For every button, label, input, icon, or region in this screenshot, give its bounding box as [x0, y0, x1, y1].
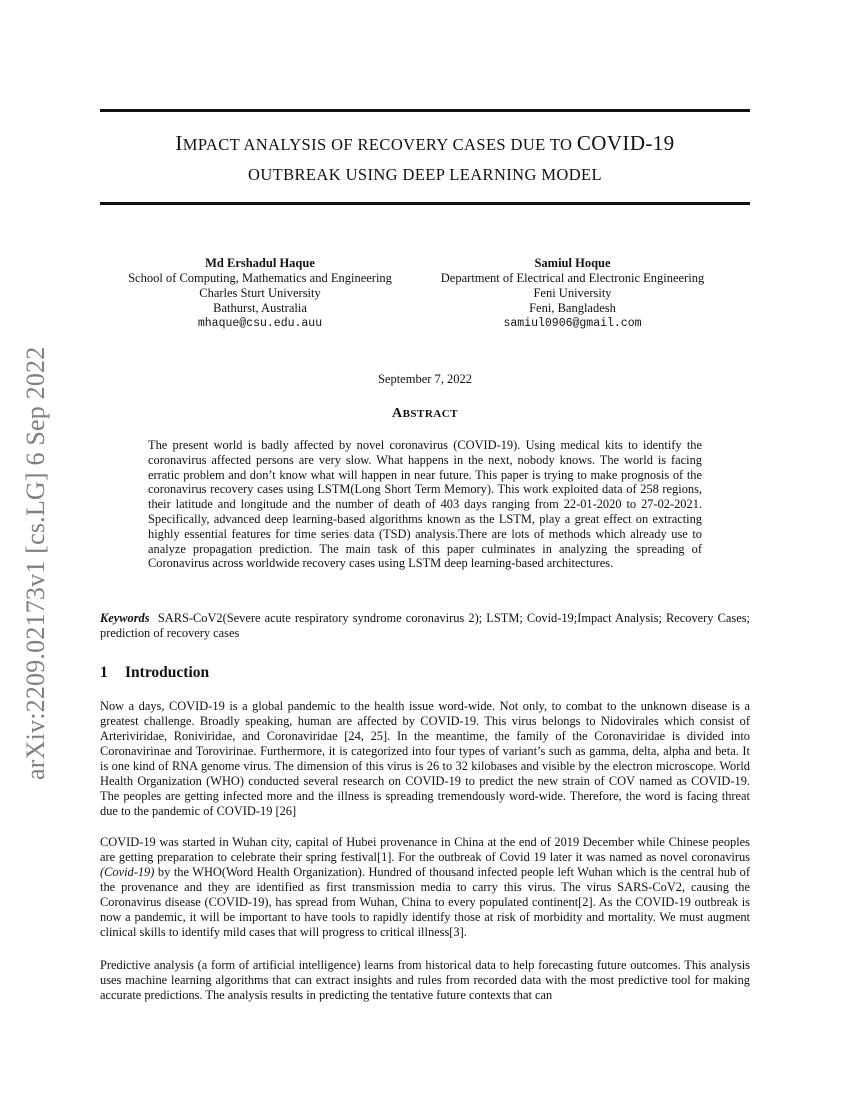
- author-block-1: [100, 256, 420, 331]
- author-institution: Charles Sturt University: [199, 286, 321, 300]
- author-affiliation: Department of Electrical and Electronic Engineering: [440, 271, 705, 285]
- abstract-heading: ABSTRACT: [391, 406, 459, 421]
- arxiv-identifier: arXiv:2209.02173v1 [cs.LG] 6 Sep 2022: [21, 346, 50, 780]
- author-location: Feni, Bangladesh: [529, 301, 616, 315]
- author-email[interactable]: mhaque@csu.edu.auu: [197, 317, 323, 330]
- section-number: 1: [100, 664, 108, 681]
- title-rule-bottom: [100, 202, 750, 205]
- intro-paragraph-3: Predictive analysis (a form of artificial intelligence) learns from historical data to help forecasting future outcomes. This analysis uses machine learning algorithms that can extract insights and rules from recorded data with the most predictive tool for making accurate predictions. The analysis results in predicting the tentative future contexts that can: [100, 958, 750, 1002]
- intro-paragraph-2: COVID-19 was started in Wuhan city, capital of Hubei provenance in China at the end of 2019 December while Chinese peoples are getting preparation to celebrate their spring festival[1]. For the outbreak of Covid 19 later it was named as novel coronavirus (Covid-19) by the WHO(Word Health Organization). Hundred of thousand infected people left Wuhan which is the central hub of the provenance and they are identified as first transmission media to carry this virus. The virus SARS-CoV2, causing the Coronavirus disease (COVID-19), has spread from Wuhan, China to every populated continent[2]. As the COVID-19 outbreak is now a pandemic, it will be important to have tools to rapidly identify those at risk of morbidity and mortality. We must augment clinical skills to identify mild cases that will progress to critical illness[3].: [100, 835, 750, 939]
- paper-title: [100, 128, 750, 190]
- keywords: [100, 611, 750, 641]
- keywords-text: SARS-CoV2(Severe acute respiratory syndrome coronavirus 2); LSTM; Covid-19;Impact Analysis; Recovery Cases; prediction of recovery cases: [100, 611, 750, 640]
- author-institution: Feni University: [533, 286, 612, 300]
- abstract-text: The present world is badly affected by novel coronavirus (COVID-19). Using medical kits to identify the coronavirus affected persons are very slow. What happens in the next, nobody knows. The world is facing erratic problem and don’t know what will happen in near future. This paper is trying to make prognosis of the coronavirus recovery cases using LSTM(Long Short Term Memory). This work exploited data of 258 regions, their latitude and longitude and the number of death of 403 days ranging from 22-01-2020 to 27-02-2021. Specifically, advanced deep learning-based algorithms known as the LSTM, play a great effect on extracting highly essential features for time series data (TSD) analysis.There are lots of methods which already use to analyze propagation prediction. The main task of this paper culminates in analyzing the spreading of Coronavirus across worldwide recovery cases using LSTM deep learning-based architectures.: [148, 438, 702, 571]
- title-line-1: IMPACT ANALYSIS OF RECOVERY CASES DUE TO COVID-19: [175, 131, 675, 155]
- title-rule-top: [100, 109, 750, 112]
- section-heading-introduction: [100, 664, 209, 682]
- author-email[interactable]: samiul0906@gmail.com: [503, 317, 642, 330]
- title-line-2: OUTBREAK USING DEEP LEARNING MODEL: [248, 165, 602, 184]
- author-name: Md Ershadul Haque: [205, 256, 315, 270]
- author-location: Bathurst, Australia: [213, 301, 307, 315]
- author-name: Samiul Hoque: [534, 256, 611, 270]
- author-affiliation: School of Computing, Mathematics and Engineering: [128, 271, 392, 285]
- keywords-label: Keywords: [100, 611, 150, 625]
- section-title: Introduction: [125, 664, 210, 681]
- paper-date: September 7, 2022: [377, 372, 473, 386]
- author-block-2: [420, 256, 725, 331]
- intro-paragraph-1: Now a days, COVID-19 is a global pandemic to the health issue word-wide. Not only, to combat to the unknown disease is a greatest challenge. Broadly speaking, human are affected by COVID-19. This virus belongs to Nidovirales which consist of Arteriviridae, Roniviridae, and Coronaviridae [24, 25]. In the meantime, the family of the Coronaviridae is divided into Coronavirinae and Torovirinae. Furthermore, it is categorized into four types of variant’s such as gamma, delta, alpha and beta. It is one kind of RNA genome virus. The dimension of this virus is 26 to 32 kilobases and visible by the electron microscope. World Health Organization (WHO) conducted several research on COVID-19 to predict the new strain of COV named as COVID-19. The peoples are getting infected more and the illness is spreading tremendously word-wide. Therefore, the word is facing threat due to the pandemic of COVID-19 [26]: [100, 699, 750, 818]
